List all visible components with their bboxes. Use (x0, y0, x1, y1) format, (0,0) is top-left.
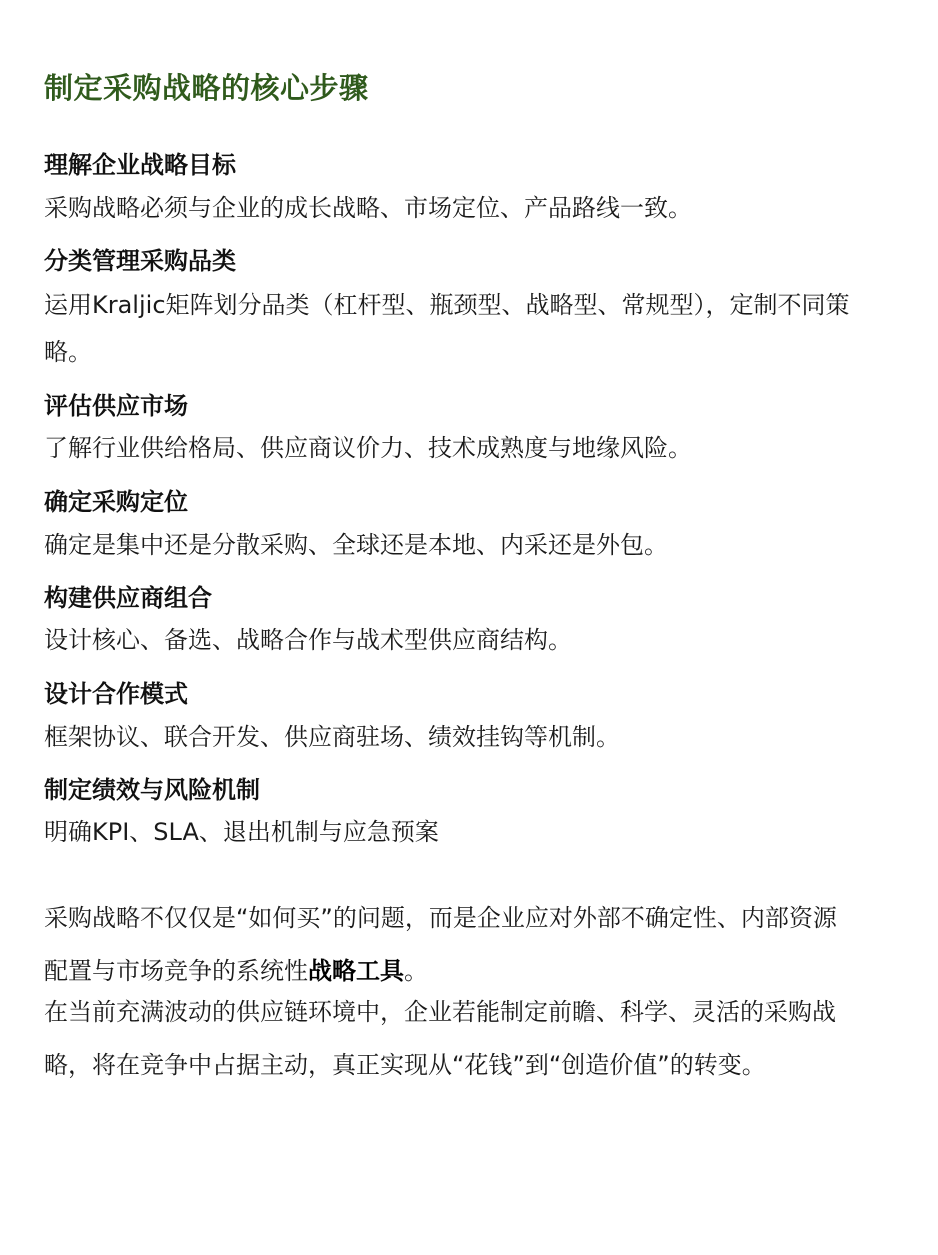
step-2-desc: 运用Kraljic矩阵划分品类（杠杆型、瓶颈型、战略型、常规型），定制不同策略。 (44, 291, 850, 366)
summary-paragraph-2: 在当前充满波动的供应链环境中，企业若能制定前瞻、科学、灵活的采购战略，将在竞争中占据主动，真正实现从“花钱”到“创造价值”的转变。 (44, 998, 836, 1079)
step-6-heading: 设计合作模式 (44, 680, 188, 708)
step-4-desc: 确定是集中还是分散采购、全球还是本地、内采还是外包。 (44, 531, 668, 559)
summary-end-text: 。 (404, 957, 428, 985)
step-7-desc: 明确KPI、SLA、退出机制与应急预案 (44, 818, 439, 846)
summary-paragraph-1 (44, 892, 844, 998)
summary-bold-text: 战略工具 (308, 957, 404, 985)
step-5-heading: 构建供应商组合 (44, 584, 212, 612)
page-title: 制定采购战略的核心步骤 (44, 71, 369, 105)
step-3-desc: 了解行业供给格局、供应商议价力、技术成熟度与地缘风险。 (44, 434, 692, 462)
step-1-heading: 理解企业战略目标 (44, 151, 236, 179)
step-3-heading: 评估供应市场 (44, 392, 188, 420)
step-4-heading: 确定采购定位 (44, 488, 188, 516)
step-7-heading: 制定绩效与风险机制 (44, 776, 260, 804)
step-6-desc: 框架协议、联合开发、供应商驻场、绩效挂钩等机制。 (44, 723, 620, 751)
step-2-heading: 分类管理采购品类 (44, 247, 236, 275)
step-5-desc: 设计核心、备选、战略合作与战术型供应商结构。 (44, 626, 572, 654)
summary-lead-text: 采购战略不仅仅是“如何买”的问题，而是企业应对外部不确定性、内部资源配置与市场竞争的系统性 (44, 904, 837, 985)
step-1-desc: 采购战略必须与企业的成长战略、市场定位、产品路线一致。 (44, 194, 692, 222)
